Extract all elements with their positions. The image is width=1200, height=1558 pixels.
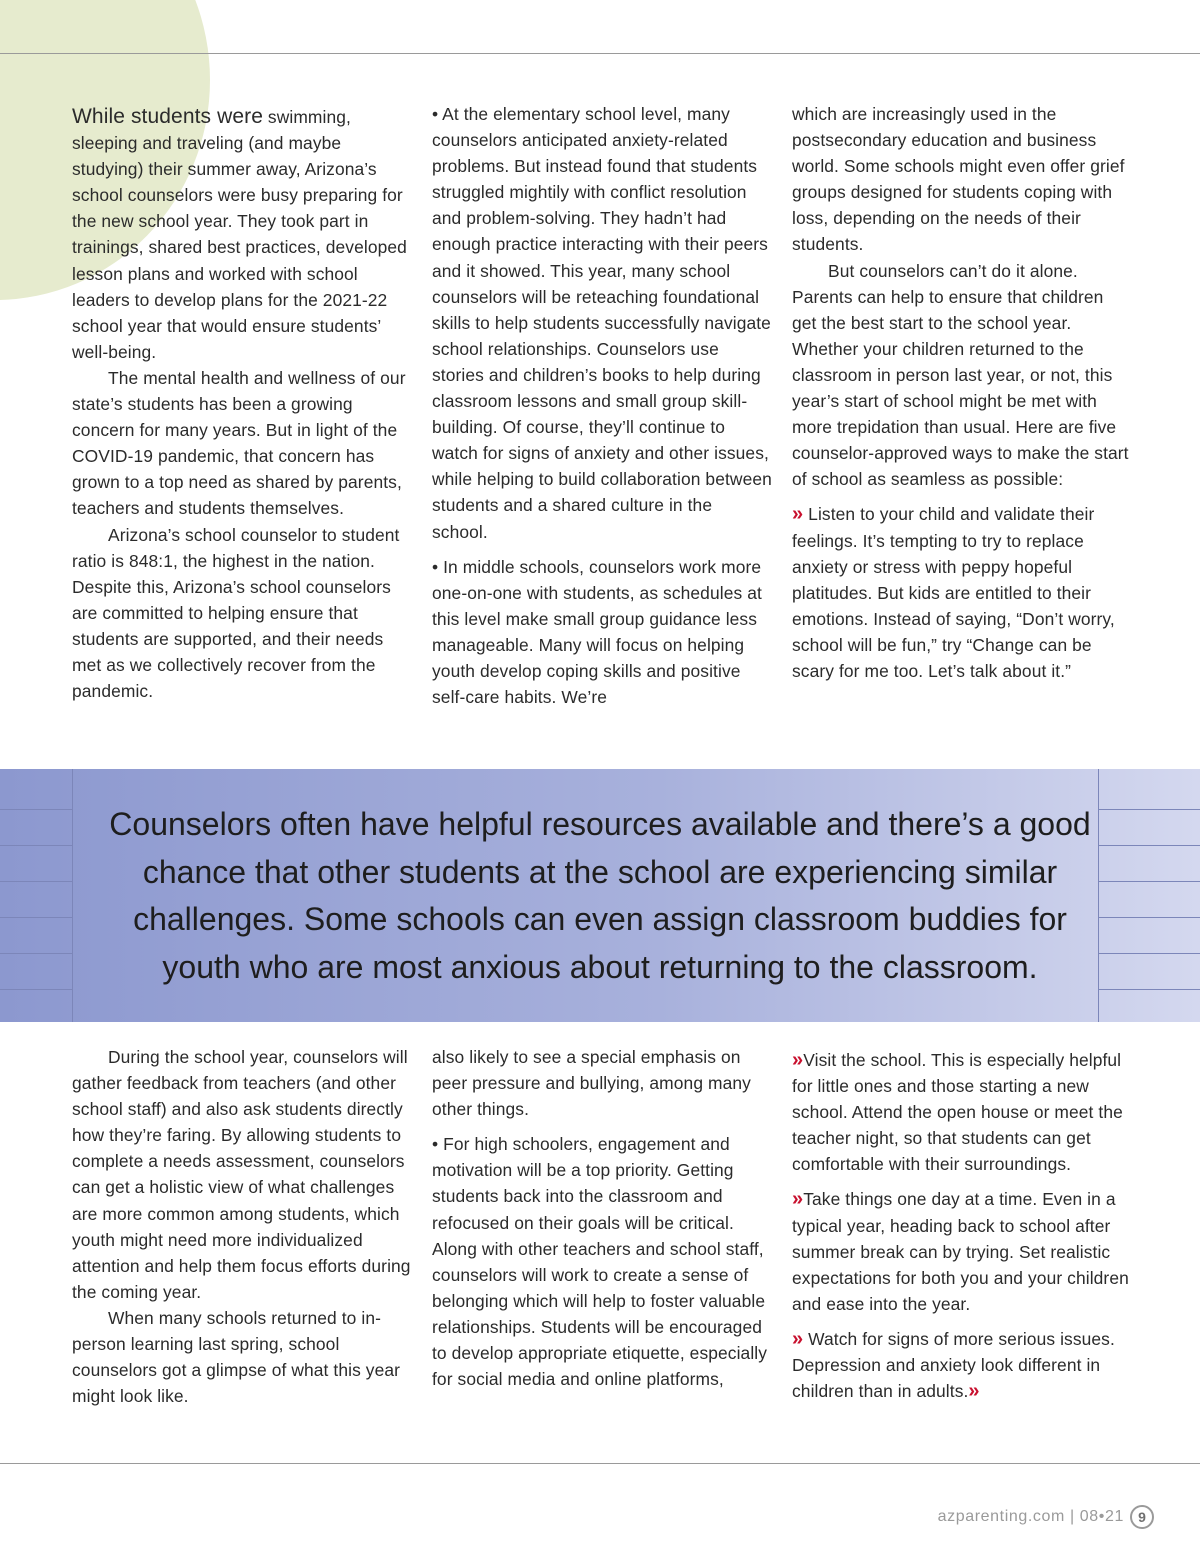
lead-in: While students were bbox=[72, 105, 263, 128]
article-column-2 bbox=[432, 101, 772, 710]
end-chevron-icon: » bbox=[968, 1380, 980, 1403]
paragraph: The mental health and wellness of our state’s students has been a growing concern for many years. But in light of the COVID-19 pandemic, that concern has grown to a top need as shared by parents, teachers and students themselves. bbox=[72, 367, 406, 519]
paragraph: While students were swimming, sleeping and traveling (and maybe studying) their summer away, Arizona’s school counselors were busy preparing for the new school year. They took part in trainings, shared best practices, developed lesson plans and worked with school leaders to develop plans for the 2021-22 school year that would ensure students’ well-being. bbox=[72, 105, 407, 362]
paragraph: Arizona’s school counselor to student ratio is 848:1, the highest in the nation. Despite this, Arizona’s school counselors are committed to helping ensure that students are supported, and their needs met as we collectively recover from the pandemic. bbox=[72, 524, 400, 702]
paragraph: which are increasingly used in the postsecondary education and business world. Some schools might even offer grief groups designed for students coping with loss, depending on the needs of their students. bbox=[792, 104, 1125, 255]
bullet-paragraph: • At the elementary school level, many counselors anticipated anxiety-related problems. But instead found that students struggled mightily with conflict resolution and problem-solving. They hadn’t had enough practice interacting with their peers and it showed. This year, many school counselors will be reteaching foundational skills to help students successfully navigate school relationships. Counselors use stories and children’s books to help during classroom lessons and small group skill-building. Of course, they’ll continue to watch for signs of anxiety and other issues, while helping to build collaboration between students and a shared culture in the school. bbox=[432, 104, 772, 542]
article-column-6 bbox=[792, 1047, 1132, 1404]
article-column-1 bbox=[72, 104, 412, 704]
chevron-icon: » bbox=[792, 503, 804, 526]
page-footer bbox=[938, 1505, 1154, 1529]
decor-line bbox=[72, 769, 73, 1022]
paragraph: also likely to see a special emphasis on peer pressure and bullying, among many other things. bbox=[432, 1047, 751, 1120]
pull-quote: Counselors often have helpful resources available and there’s a good chance that other students at the school are experiencing similar challenges. Some schools can even assign classroom buddies for youth who are most anxious about returning to the classroom. bbox=[109, 806, 1091, 985]
chevron-icon: » bbox=[792, 1327, 804, 1350]
paragraph: But counselors can’t do it alone. Parents can help to ensure that children get the best start to the school year. Whether your children returned to the classroom in person last year, or not, this year’s start of school might be met with more trepidation than usual. Here are five counselor-approved ways to make the start of school as seamless as possible: bbox=[792, 260, 1129, 490]
paragraph: During the school year, counselors will gather feedback from teachers (and other school staff) and also ask students directly how they’re faring. By allowing students to complete a needs assessment, counselors can get a holistic view of what challenges are more common among students, which youth might need more individualized attention and help them focus efforts during the coming year. bbox=[72, 1047, 411, 1302]
tip-item: »Visit the school. This is especially helpful for little ones and those starting a new school. Attend the open house or meet the teacher night, so that students can get comfortable with their surroundings. bbox=[792, 1049, 1123, 1175]
article-column-3 bbox=[792, 101, 1132, 684]
article-column-5 bbox=[432, 1044, 772, 1392]
page-number: 9 bbox=[1130, 1505, 1154, 1529]
paragraph: When many schools returned to in-person learning last spring, school counselors got a glimpse of what this year might look like. bbox=[72, 1307, 401, 1407]
bullet-paragraph: • In middle schools, counselors work more one-on-one with students, as schedules at this level make small group guidance less manageable. Many will focus on helping youth develop coping skills and positive self-care habits. We’re bbox=[432, 556, 762, 708]
bullet-paragraph: • For high schoolers, engagement and motivation will be a top priority. Getting students back into the classroom and refocused on their goals will be critical. Along with other teachers and school staff, counselors will work to create a sense of belonging which will help to foster valuable relationships. Students will be encouraged to develop appropriate etiquette, especially for social media and online platforms, bbox=[432, 1134, 768, 1390]
top-divider bbox=[0, 53, 1200, 54]
chevron-icon: » bbox=[792, 1049, 804, 1071]
chevron-icon: » bbox=[792, 1188, 804, 1211]
article-column-4 bbox=[72, 1044, 412, 1409]
bottom-divider bbox=[0, 1463, 1200, 1464]
pull-quote-banner bbox=[0, 769, 1200, 1022]
tip-item: » Listen to your child and validate their feelings. It’s tempting to try to replace anxiety or stress with peppy hopeful platitudes. But kids are entitled to their emotions. Instead of saying, “Don’t worry, school will be fun,” try “Change can be scary for me too. Let’s talk about it.” bbox=[792, 503, 1115, 681]
tip-item: » Watch for signs of more serious issues. Depression and anxiety look different in children than in adults.» bbox=[792, 1327, 1115, 1403]
tip-item: »Take things one day at a time. Even in a typical year, heading back to school after summer break can by trying. Set realistic expectations for both you and your children and ease into the year. bbox=[792, 1188, 1129, 1314]
footer-site: azparenting.com | 08•21 bbox=[937, 1508, 1124, 1525]
